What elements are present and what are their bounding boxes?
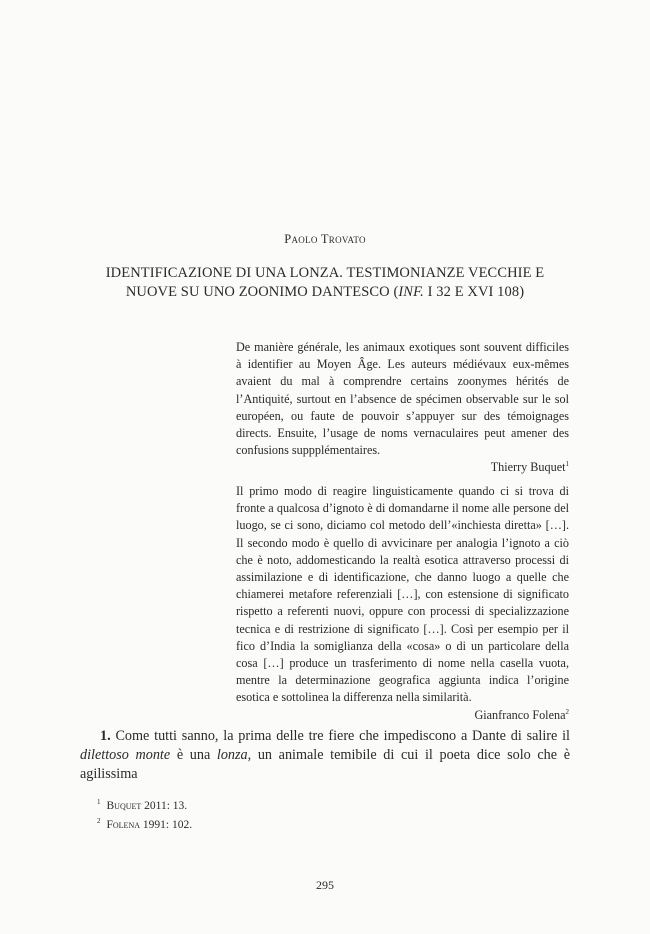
epigraph-text: De manière générale, les animaux exotiques sont souvent difficiles à identifier au Moyen Âge. Les auteurs médiévaux eux-mêmes avaient du mal à comprendre certains zoonymes hérités de l’Antiquité, surtout en l’absence de spécimen observable sur le sol européen, ou faute de pouvoir s’appuyer sur des témoignages directs. Ensuite, l’usage de noms vernaculaires peut amener des confusions suppplémentaires. <box>236 340 569 458</box>
footnotes <box>97 795 557 833</box>
footnote-author: Folena <box>106 818 141 831</box>
footnote-ref-text: 2011: 13. <box>141 799 188 812</box>
footnote-ref-text: 1991: 102. <box>140 818 193 831</box>
epigraph-buquet <box>236 339 569 477</box>
body-italic: lonza <box>216 747 248 763</box>
epigraph-attribution <box>236 707 569 724</box>
section-number: 1. <box>100 728 111 744</box>
page-number: 295 <box>316 878 334 892</box>
footnote-number: 2 <box>97 816 101 825</box>
footnote <box>97 814 557 833</box>
title-tail: I 32 E XVI 108) <box>423 284 525 300</box>
epigraph-author: Thierry Buquet <box>490 460 566 475</box>
epigraph-author: Gianfranco Folena <box>474 707 566 722</box>
footnote-author: Buquet <box>106 799 142 812</box>
author-text: Paolo Trovato <box>284 232 366 246</box>
title-italic: INF. <box>398 284 424 300</box>
title-main: IDENTIFICAZIONE DI UNA LONZA. TESTIMONIANZE VECCHIE E NUOVE SU UNO ZOONIMO DANTESCO ( <box>105 265 545 300</box>
body-paragraph <box>80 727 570 784</box>
article-title <box>82 264 568 302</box>
epigraph-folena <box>236 483 569 724</box>
epigraph-attribution <box>236 459 569 476</box>
footnote-ref[interactable]: 1 <box>565 460 569 469</box>
body-text-part: è una <box>170 747 217 763</box>
footnote <box>97 795 557 814</box>
body-italic: dilettoso monte <box>80 747 171 763</box>
epigraph-text: Il primo modo di reagire linguisticamente quando ci si trova di fronte a qualcosa d’ignoto è di domandarne il nome alle persone del luogo, se ci sono, diciamo col metodo dell’«inchiesta diretta» […]. Il secondo modo è quello di avvicinare per analogia l’ignoto a ciò che è noto, addomesticando la realtà esotica attraverso processi di assimilazione e di identificazione, che danno luogo a quelle che chiamerei metafore referenziali […], con estensione di significato rispetto a referenti nuovi, oppure con processi di specializzazione tecnica e di restrizione di significato […]. Così per esempio per il fico d’India la somiglianza della «cosa» o di un particolare della cosa […] produce un trasferimento di nome nella casella vuota, mentre la determinazione geografica aggiunta indica l’origine esotica e sottolinea la differenza nella similarità. <box>236 484 569 705</box>
body-text-part: Come tutti sanno, la prima delle tre fiere che impediscono a Dante di salire il <box>110 728 570 744</box>
footnote-number: 1 <box>97 798 101 806</box>
body-text-part: , un animale temibile di cui il poeta dice solo che è agilissima <box>80 747 570 782</box>
author-name <box>0 232 650 247</box>
footnote-ref[interactable]: 2 <box>565 707 569 716</box>
